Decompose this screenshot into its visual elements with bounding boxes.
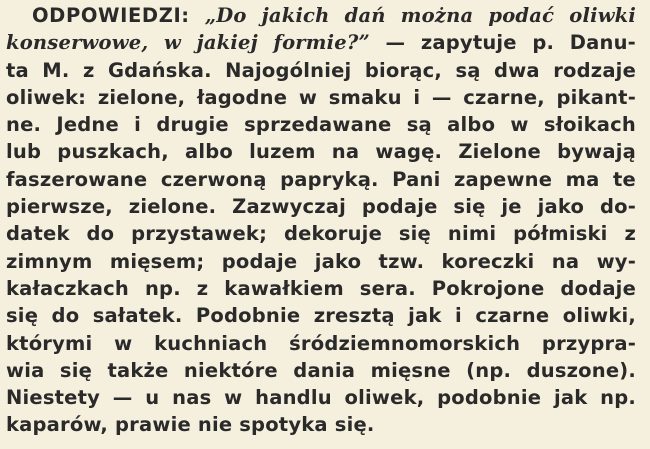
text-line: ne. Jedne i drugie sprzedawane są albo w słoikach	[6, 113, 636, 137]
text-line: Niestety — u nas w handlu oliwek, podobnie jak np.	[6, 386, 636, 410]
text-line: lub puszkach, albo luzem na wagę. Zielone bywają	[6, 140, 636, 164]
section-heading: ODPOWIEDZI:	[32, 4, 190, 27]
text-line: zimnym mięsem; podaje jako tzw. koreczki na wy-	[6, 249, 636, 273]
text-line: się do sałatek. Podobnie zresztą jak i czarne oliwki,	[6, 304, 636, 328]
text-line: ta M. z Gdańska. Najogólniej biorąc, są dwa rodzaje	[6, 58, 636, 82]
text-run: — zapytuje p. Danu-	[369, 31, 636, 55]
question-quote: „Do jakich dań można podać oliwki	[204, 4, 636, 27]
text-line: pierwsze, zielone. Zazwyczaj podaje się je jako do-	[6, 195, 636, 219]
text-line: kałaczkach np. z kawałkiem sera. Pokrojone dodaje	[6, 276, 636, 300]
text-line: wia się także niektóre dania mięsne (np. duszone).	[6, 358, 636, 382]
text-line: którymi w kuchniach śródziemnomorskich przypra-	[6, 331, 636, 355]
article-text	[6, 2, 636, 439]
question-quote: konserwowe, w jakiej formie?”	[6, 31, 370, 55]
text-line: datek do przystawek; dekoruje się nimi półmiski z	[6, 222, 636, 246]
text-line: faszerowane czerwoną papryką. Pani zapewne ma te	[6, 167, 636, 191]
text-line	[6, 2, 636, 29]
text-line: oliwek: zielone, łagodne w smaku i — czarne, pikant-	[6, 85, 636, 109]
text-line: kaparów, prawie nie spotyka się.	[6, 413, 375, 437]
text-line	[6, 29, 636, 56]
